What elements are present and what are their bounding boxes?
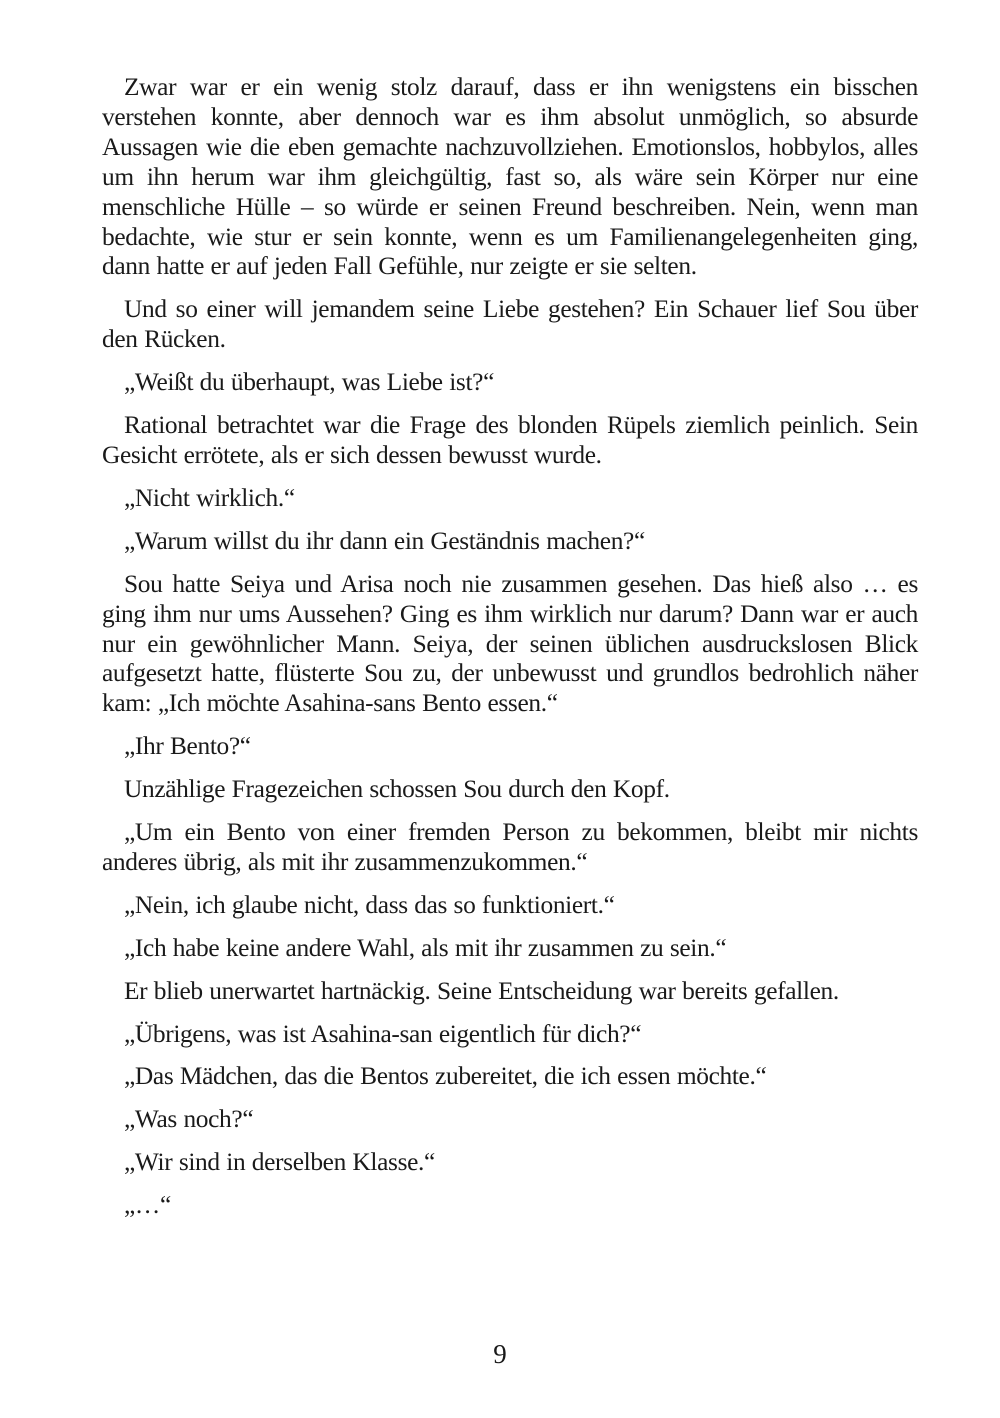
- paragraph: Und so einer will jemandem seine Liebe gestehen? Ein Schauer lief Sou über den Rücken.: [102, 295, 918, 354]
- dialogue-line: „Das Mädchen, das die Bentos zubereitet, die ich essen möchte.“: [124, 1062, 767, 1091]
- paragraph: Er blieb unerwartet hartnäckig. Seine Entscheidung war bereits gefallen.: [124, 976, 839, 1005]
- dialogue-line: „Ihr Bento?“: [124, 732, 251, 761]
- paragraph: Unzählige Fragezeichen schossen Sou durch den Kopf.: [124, 775, 670, 804]
- book-page: [102, 73, 918, 1234]
- dialogue-line: „Warum willst du ihr dann ein Geständnis machen?“: [124, 526, 645, 555]
- paragraph: Rational betrachtet war die Frage des blonden Rüpels ziemlich peinlich. Sein Gesicht errötete, als er sich dessen bewusst wurde.: [102, 411, 918, 469]
- dialogue-line: „Nein, ich glaube nicht, dass das so funktioniert.“: [124, 890, 615, 919]
- paragraph: Zwar war er ein wenig stolz darauf, dass er ihn wenigstens ein bisschen verstehen konnte, aber dennoch war es ihm absolut unmöglich, so absurde Aussagen wie die eben gemachte nachzuvollziehen. Emotionslos, hobbylos, alles um ihn herum war ihm gleichgültig, fast so, als wäre sein Körper nur eine menschliche Hülle – so würde er seinen Freund beschreiben. Nein, wenn man bedachte, wie stur er sein konnte, wenn es um Familienangelegenheiten ging, dann hatte er auf jeden Fall Gefühle, nur zeigte er sie selten.: [102, 73, 918, 281]
- dialogue-line: „…“: [124, 1191, 171, 1220]
- paragraph: Sou hatte Seiya und Arisa noch nie zusammen gesehen. Das hieß also … es ging ihm nur ums Aussehen? Ging es ihm wirklich nur darum? Dann war er auch nur ein gewöhnlicher Mann. Seiya, der seinen üblichen ausdruckslosen Blick aufgesetzt hatte, flüsterte Sou zu, der unbewusst und grundlos bedrohlich näher kam: „Ich möchte Asahina-sans Bento essen.“: [102, 569, 918, 718]
- dialogue-line: „Um ein Bento von einer fremden Person zu bekommen, bleibt mir nichts anderes übrig, als mit ihr zusammenzukommen.“: [102, 818, 918, 876]
- dialogue-line: „Wir sind in derselben Klasse.“: [124, 1148, 435, 1177]
- dialogue-line: „Was noch?“: [124, 1105, 254, 1134]
- page-number: 9: [493, 1339, 507, 1369]
- dialogue-line: „Nicht wirklich.“: [124, 483, 295, 512]
- dialogue-line: „Ich habe keine andere Wahl, als mit ihr zusammen zu sein.“: [124, 933, 727, 962]
- dialogue-line: „Weißt du überhaupt, was Liebe ist?“: [124, 368, 494, 397]
- dialogue-line: „Übrigens, was ist Asahina-san eigentlich für dich?“: [124, 1019, 642, 1048]
